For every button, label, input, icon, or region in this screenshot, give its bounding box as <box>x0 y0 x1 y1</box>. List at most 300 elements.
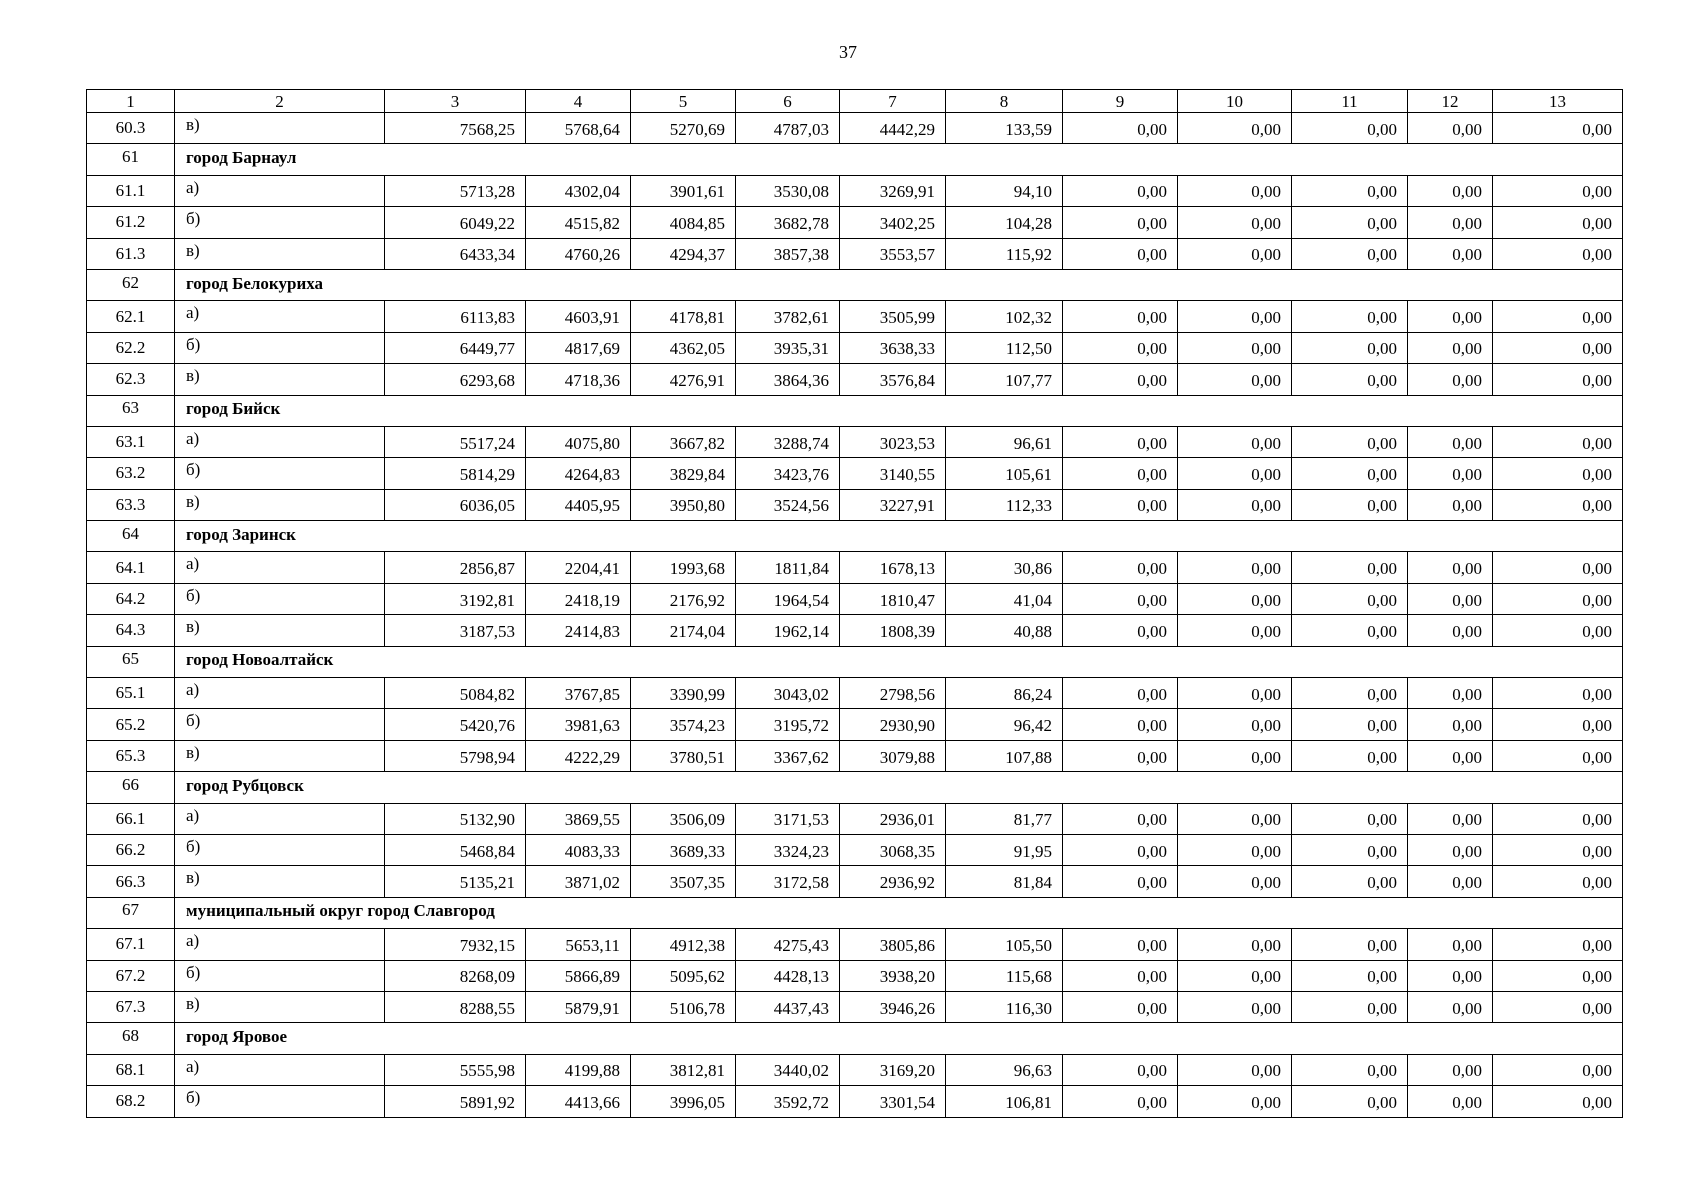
value-cell-col-9: 0,00 <box>1063 740 1178 771</box>
value-cell-col-4: 5879,91 <box>526 991 631 1022</box>
value-cell-col-12: 0,00 <box>1408 1054 1493 1085</box>
value-cell-col-5: 3780,51 <box>631 740 736 771</box>
value-cell-col-9: 0,00 <box>1063 489 1178 520</box>
row-number: 68.1 <box>87 1054 175 1085</box>
value-cell-col-13: 0,00 <box>1493 207 1623 238</box>
value-cell-col-12: 0,00 <box>1408 113 1493 144</box>
group-heading-row <box>87 646 1623 677</box>
value-cell-col-8: 30,86 <box>946 552 1063 583</box>
row-number: 65 <box>87 646 175 677</box>
value-cell-col-13: 0,00 <box>1493 834 1623 865</box>
value-cell-col-11: 0,00 <box>1292 929 1408 960</box>
value-cell-col-9: 0,00 <box>1063 238 1178 269</box>
value-cell-col-12: 0,00 <box>1408 552 1493 583</box>
column-header-3: 3 <box>385 90 526 113</box>
table-row <box>87 678 1623 709</box>
row-label: б) <box>175 834 385 865</box>
value-cell-col-4: 4515,82 <box>526 207 631 238</box>
value-cell-col-13: 0,00 <box>1493 583 1623 614</box>
table-row <box>87 489 1623 520</box>
value-cell-col-12: 0,00 <box>1408 709 1493 740</box>
value-cell-col-13: 0,00 <box>1493 1054 1623 1085</box>
value-cell-col-3: 5814,29 <box>385 458 526 489</box>
value-cell-col-7: 1678,13 <box>840 552 946 583</box>
row-label: а) <box>175 552 385 583</box>
value-cell-col-5: 3950,80 <box>631 489 736 520</box>
value-cell-col-7: 3805,86 <box>840 929 946 960</box>
row-number: 66.1 <box>87 803 175 834</box>
value-cell-col-4: 4264,83 <box>526 458 631 489</box>
column-header-13: 13 <box>1493 90 1623 113</box>
value-cell-col-4: 2414,83 <box>526 615 631 646</box>
group-title: муниципальный округ город Славгород <box>175 897 1623 928</box>
row-label: а) <box>175 426 385 457</box>
group-title: город Рубцовск <box>175 772 1623 803</box>
column-header-12: 12 <box>1408 90 1493 113</box>
value-cell-col-7: 3938,20 <box>840 960 946 991</box>
value-cell-col-13: 0,00 <box>1493 866 1623 897</box>
table-row <box>87 364 1623 395</box>
value-cell-col-9: 0,00 <box>1063 207 1178 238</box>
value-cell-col-9: 0,00 <box>1063 834 1178 865</box>
value-cell-col-6: 3367,62 <box>736 740 840 771</box>
table-row <box>87 991 1623 1022</box>
value-cell-col-9: 0,00 <box>1063 364 1178 395</box>
value-cell-col-11: 0,00 <box>1292 740 1408 771</box>
value-cell-col-12: 0,00 <box>1408 458 1493 489</box>
value-cell-col-6: 3857,38 <box>736 238 840 269</box>
row-label: а) <box>175 301 385 332</box>
value-cell-col-13: 0,00 <box>1493 426 1623 457</box>
value-cell-col-13: 0,00 <box>1493 615 1623 646</box>
row-number: 61.1 <box>87 175 175 206</box>
value-cell-col-6: 3423,76 <box>736 458 840 489</box>
table-row <box>87 426 1623 457</box>
value-cell-col-3: 5084,82 <box>385 678 526 709</box>
row-number: 67.1 <box>87 929 175 960</box>
table-row <box>87 834 1623 865</box>
value-cell-col-8: 96,61 <box>946 426 1063 457</box>
value-cell-col-3: 6433,34 <box>385 238 526 269</box>
value-cell-col-4: 4760,26 <box>526 238 631 269</box>
value-cell-col-12: 0,00 <box>1408 175 1493 206</box>
row-number: 65.3 <box>87 740 175 771</box>
row-number: 64.1 <box>87 552 175 583</box>
value-cell-col-12: 0,00 <box>1408 207 1493 238</box>
value-cell-col-4: 5866,89 <box>526 960 631 991</box>
group-heading-row <box>87 772 1623 803</box>
value-cell-col-12: 0,00 <box>1408 960 1493 991</box>
value-cell-col-3: 8288,55 <box>385 991 526 1022</box>
value-cell-col-13: 0,00 <box>1493 1086 1623 1117</box>
value-cell-col-4: 4413,66 <box>526 1086 631 1117</box>
value-cell-col-11: 0,00 <box>1292 552 1408 583</box>
value-cell-col-7: 3140,55 <box>840 458 946 489</box>
value-cell-col-11: 0,00 <box>1292 803 1408 834</box>
value-cell-col-4: 4603,91 <box>526 301 631 332</box>
value-cell-col-12: 0,00 <box>1408 991 1493 1022</box>
row-number: 64.2 <box>87 583 175 614</box>
table-row <box>87 1054 1623 1085</box>
value-cell-col-12: 0,00 <box>1408 301 1493 332</box>
row-label: а) <box>175 929 385 960</box>
value-cell-col-7: 3227,91 <box>840 489 946 520</box>
column-header-7: 7 <box>840 90 946 113</box>
value-cell-col-6: 3324,23 <box>736 834 840 865</box>
row-number: 62.2 <box>87 332 175 363</box>
value-cell-col-3: 5468,84 <box>385 834 526 865</box>
row-number: 61 <box>87 144 175 175</box>
value-cell-col-9: 0,00 <box>1063 615 1178 646</box>
value-cell-col-4: 3871,02 <box>526 866 631 897</box>
value-cell-col-5: 2174,04 <box>631 615 736 646</box>
value-cell-col-9: 0,00 <box>1063 991 1178 1022</box>
value-cell-col-9: 0,00 <box>1063 709 1178 740</box>
value-cell-col-13: 0,00 <box>1493 332 1623 363</box>
value-cell-col-7: 3946,26 <box>840 991 946 1022</box>
value-cell-col-6: 3172,58 <box>736 866 840 897</box>
table-header <box>87 90 1623 113</box>
column-header-10: 10 <box>1178 90 1292 113</box>
value-cell-col-12: 0,00 <box>1408 740 1493 771</box>
value-cell-col-6: 3864,36 <box>736 364 840 395</box>
row-label: в) <box>175 364 385 395</box>
value-cell-col-3: 5517,24 <box>385 426 526 457</box>
value-cell-col-11: 0,00 <box>1292 1086 1408 1117</box>
value-cell-col-12: 0,00 <box>1408 426 1493 457</box>
value-cell-col-7: 3301,54 <box>840 1086 946 1117</box>
value-cell-col-3: 3187,53 <box>385 615 526 646</box>
row-label: в) <box>175 489 385 520</box>
value-cell-col-12: 0,00 <box>1408 583 1493 614</box>
value-cell-col-8: 112,33 <box>946 489 1063 520</box>
row-number: 65.2 <box>87 709 175 740</box>
row-number: 66.3 <box>87 866 175 897</box>
table-row <box>87 929 1623 960</box>
value-cell-col-4: 5768,64 <box>526 113 631 144</box>
value-cell-col-8: 133,59 <box>946 113 1063 144</box>
value-cell-col-9: 0,00 <box>1063 583 1178 614</box>
value-cell-col-3: 2856,87 <box>385 552 526 583</box>
value-cell-col-10: 0,00 <box>1178 489 1292 520</box>
value-cell-col-5: 4276,91 <box>631 364 736 395</box>
group-title: город Барнаул <box>175 144 1623 175</box>
value-cell-col-6: 3288,74 <box>736 426 840 457</box>
row-number: 63.2 <box>87 458 175 489</box>
value-cell-col-7: 2936,01 <box>840 803 946 834</box>
row-number: 61.3 <box>87 238 175 269</box>
value-cell-col-11: 0,00 <box>1292 489 1408 520</box>
value-cell-col-5: 4362,05 <box>631 332 736 363</box>
table-row <box>87 552 1623 583</box>
value-cell-col-12: 0,00 <box>1408 1086 1493 1117</box>
value-cell-col-6: 3195,72 <box>736 709 840 740</box>
value-cell-col-4: 3869,55 <box>526 803 631 834</box>
value-cell-col-11: 0,00 <box>1292 332 1408 363</box>
value-cell-col-13: 0,00 <box>1493 238 1623 269</box>
value-cell-col-9: 0,00 <box>1063 960 1178 991</box>
value-cell-col-13: 0,00 <box>1493 678 1623 709</box>
row-number: 63.3 <box>87 489 175 520</box>
value-cell-col-10: 0,00 <box>1178 991 1292 1022</box>
group-title: город Новоалтайск <box>175 646 1623 677</box>
value-cell-col-12: 0,00 <box>1408 678 1493 709</box>
value-cell-col-11: 0,00 <box>1292 991 1408 1022</box>
value-cell-col-3: 5798,94 <box>385 740 526 771</box>
row-label: а) <box>175 175 385 206</box>
row-label: в) <box>175 615 385 646</box>
value-cell-col-7: 4442,29 <box>840 113 946 144</box>
value-cell-col-8: 107,77 <box>946 364 1063 395</box>
value-cell-col-10: 0,00 <box>1178 709 1292 740</box>
value-cell-col-12: 0,00 <box>1408 332 1493 363</box>
column-header-2: 2 <box>175 90 385 113</box>
value-cell-col-4: 5653,11 <box>526 929 631 960</box>
column-header-8: 8 <box>946 90 1063 113</box>
row-number: 62.3 <box>87 364 175 395</box>
value-cell-col-11: 0,00 <box>1292 458 1408 489</box>
value-cell-col-6: 3935,31 <box>736 332 840 363</box>
table-row <box>87 615 1623 646</box>
row-label: а) <box>175 803 385 834</box>
group-heading-row <box>87 395 1623 426</box>
value-cell-col-13: 0,00 <box>1493 175 1623 206</box>
value-cell-col-7: 3079,88 <box>840 740 946 771</box>
row-number: 63.1 <box>87 426 175 457</box>
value-cell-col-3: 5135,21 <box>385 866 526 897</box>
value-cell-col-6: 1962,14 <box>736 615 840 646</box>
value-cell-col-8: 107,88 <box>946 740 1063 771</box>
value-cell-col-11: 0,00 <box>1292 615 1408 646</box>
value-cell-col-10: 0,00 <box>1178 740 1292 771</box>
value-cell-col-6: 3440,02 <box>736 1054 840 1085</box>
column-header-11: 11 <box>1292 90 1408 113</box>
value-cell-col-8: 91,95 <box>946 834 1063 865</box>
value-cell-col-11: 0,00 <box>1292 678 1408 709</box>
value-cell-col-6: 4428,13 <box>736 960 840 991</box>
value-cell-col-4: 3981,63 <box>526 709 631 740</box>
value-cell-col-4: 2418,19 <box>526 583 631 614</box>
value-cell-col-8: 105,50 <box>946 929 1063 960</box>
row-number: 67 <box>87 897 175 928</box>
value-cell-col-3: 6449,77 <box>385 332 526 363</box>
value-cell-col-8: 81,77 <box>946 803 1063 834</box>
value-cell-col-4: 3767,85 <box>526 678 631 709</box>
group-title: город Белокуриха <box>175 269 1623 300</box>
column-header-4: 4 <box>526 90 631 113</box>
value-cell-col-3: 6036,05 <box>385 489 526 520</box>
value-cell-col-9: 0,00 <box>1063 301 1178 332</box>
value-cell-col-6: 3524,56 <box>736 489 840 520</box>
row-number: 66 <box>87 772 175 803</box>
group-heading-row <box>87 897 1623 928</box>
value-cell-col-8: 105,61 <box>946 458 1063 489</box>
row-label: в) <box>175 866 385 897</box>
group-title: город Бийск <box>175 395 1623 426</box>
value-cell-col-5: 4912,38 <box>631 929 736 960</box>
table-row <box>87 207 1623 238</box>
value-cell-col-12: 0,00 <box>1408 866 1493 897</box>
table-row <box>87 1086 1623 1117</box>
table-row <box>87 583 1623 614</box>
value-cell-col-9: 0,00 <box>1063 332 1178 363</box>
row-number: 67.2 <box>87 960 175 991</box>
value-cell-col-6: 1964,54 <box>736 583 840 614</box>
value-cell-col-7: 3402,25 <box>840 207 946 238</box>
value-cell-col-5: 5095,62 <box>631 960 736 991</box>
value-cell-col-13: 0,00 <box>1493 740 1623 771</box>
value-cell-col-9: 0,00 <box>1063 552 1178 583</box>
value-cell-col-3: 5132,90 <box>385 803 526 834</box>
value-cell-col-5: 4084,85 <box>631 207 736 238</box>
value-cell-col-6: 3782,61 <box>736 301 840 332</box>
row-label: в) <box>175 238 385 269</box>
value-cell-col-6: 4275,43 <box>736 929 840 960</box>
value-cell-col-10: 0,00 <box>1178 929 1292 960</box>
row-number: 60.3 <box>87 113 175 144</box>
value-cell-col-13: 0,00 <box>1493 960 1623 991</box>
row-number: 61.2 <box>87 207 175 238</box>
value-cell-col-4: 4083,33 <box>526 834 631 865</box>
table-row <box>87 113 1623 144</box>
header-row <box>87 90 1623 113</box>
value-cell-col-10: 0,00 <box>1178 678 1292 709</box>
value-cell-col-4: 4718,36 <box>526 364 631 395</box>
value-cell-col-8: 116,30 <box>946 991 1063 1022</box>
column-header-5: 5 <box>631 90 736 113</box>
row-label: б) <box>175 1086 385 1117</box>
value-cell-col-11: 0,00 <box>1292 834 1408 865</box>
column-header-9: 9 <box>1063 90 1178 113</box>
value-cell-col-7: 3068,35 <box>840 834 946 865</box>
value-cell-col-7: 3638,33 <box>840 332 946 363</box>
value-cell-col-6: 3171,53 <box>736 803 840 834</box>
value-cell-col-7: 2930,90 <box>840 709 946 740</box>
value-cell-col-8: 96,63 <box>946 1054 1063 1085</box>
value-cell-col-3: 5891,92 <box>385 1086 526 1117</box>
value-cell-col-8: 104,28 <box>946 207 1063 238</box>
value-cell-col-12: 0,00 <box>1408 489 1493 520</box>
value-cell-col-8: 102,32 <box>946 301 1063 332</box>
value-cell-col-8: 106,81 <box>946 1086 1063 1117</box>
value-cell-col-10: 0,00 <box>1178 458 1292 489</box>
value-cell-col-7: 3269,91 <box>840 175 946 206</box>
value-cell-col-10: 0,00 <box>1178 1086 1292 1117</box>
row-label: б) <box>175 960 385 991</box>
table-row <box>87 803 1623 834</box>
value-cell-col-13: 0,00 <box>1493 113 1623 144</box>
group-title: город Заринск <box>175 521 1623 552</box>
table-row <box>87 866 1623 897</box>
value-cell-col-6: 3530,08 <box>736 175 840 206</box>
value-cell-col-5: 4294,37 <box>631 238 736 269</box>
value-cell-col-9: 0,00 <box>1063 1054 1178 1085</box>
value-cell-col-6: 3682,78 <box>736 207 840 238</box>
value-cell-col-6: 1811,84 <box>736 552 840 583</box>
value-cell-col-12: 0,00 <box>1408 834 1493 865</box>
value-cell-col-12: 0,00 <box>1408 615 1493 646</box>
value-cell-col-13: 0,00 <box>1493 489 1623 520</box>
value-cell-col-7: 3553,57 <box>840 238 946 269</box>
value-cell-col-13: 0,00 <box>1493 709 1623 740</box>
table-row <box>87 175 1623 206</box>
value-cell-col-7: 3023,53 <box>840 426 946 457</box>
value-cell-col-3: 5713,28 <box>385 175 526 206</box>
value-cell-col-11: 0,00 <box>1292 709 1408 740</box>
table-row <box>87 740 1623 771</box>
value-cell-col-3: 8268,09 <box>385 960 526 991</box>
value-cell-col-9: 0,00 <box>1063 678 1178 709</box>
value-cell-col-5: 3829,84 <box>631 458 736 489</box>
value-cell-col-3: 5555,98 <box>385 1054 526 1085</box>
value-cell-col-10: 0,00 <box>1178 301 1292 332</box>
group-heading-row <box>87 269 1623 300</box>
value-cell-col-7: 3576,84 <box>840 364 946 395</box>
value-cell-col-3: 6113,83 <box>385 301 526 332</box>
value-cell-col-4: 4302,04 <box>526 175 631 206</box>
value-cell-col-8: 86,24 <box>946 678 1063 709</box>
value-cell-col-4: 4075,80 <box>526 426 631 457</box>
value-cell-col-11: 0,00 <box>1292 960 1408 991</box>
value-cell-col-9: 0,00 <box>1063 803 1178 834</box>
value-cell-col-5: 2176,92 <box>631 583 736 614</box>
value-cell-col-5: 3574,23 <box>631 709 736 740</box>
value-cell-col-7: 1808,39 <box>840 615 946 646</box>
value-cell-col-4: 2204,41 <box>526 552 631 583</box>
row-number: 64.3 <box>87 615 175 646</box>
value-cell-col-8: 41,04 <box>946 583 1063 614</box>
row-number: 62 <box>87 269 175 300</box>
value-cell-col-11: 0,00 <box>1292 866 1408 897</box>
value-cell-col-12: 0,00 <box>1408 803 1493 834</box>
group-heading-row <box>87 521 1623 552</box>
value-cell-col-10: 0,00 <box>1178 583 1292 614</box>
value-cell-col-6: 4437,43 <box>736 991 840 1022</box>
value-cell-col-5: 3901,61 <box>631 175 736 206</box>
value-cell-col-5: 3506,09 <box>631 803 736 834</box>
value-cell-col-5: 3812,81 <box>631 1054 736 1085</box>
value-cell-col-12: 0,00 <box>1408 929 1493 960</box>
row-number: 62.1 <box>87 301 175 332</box>
value-cell-col-4: 4199,88 <box>526 1054 631 1085</box>
row-number: 68.2 <box>87 1086 175 1117</box>
value-cell-col-10: 0,00 <box>1178 615 1292 646</box>
value-cell-col-8: 94,10 <box>946 175 1063 206</box>
table-row <box>87 960 1623 991</box>
value-cell-col-5: 4178,81 <box>631 301 736 332</box>
value-cell-col-12: 0,00 <box>1408 364 1493 395</box>
value-cell-col-3: 5420,76 <box>385 709 526 740</box>
value-cell-col-10: 0,00 <box>1178 113 1292 144</box>
value-cell-col-3: 3192,81 <box>385 583 526 614</box>
row-label: б) <box>175 207 385 238</box>
group-title: город Яровое <box>175 1023 1623 1054</box>
row-number: 66.2 <box>87 834 175 865</box>
row-label: а) <box>175 678 385 709</box>
value-cell-col-5: 3390,99 <box>631 678 736 709</box>
value-cell-col-6: 3043,02 <box>736 678 840 709</box>
value-cell-col-10: 0,00 <box>1178 866 1292 897</box>
value-cell-col-8: 112,50 <box>946 332 1063 363</box>
value-cell-col-5: 5270,69 <box>631 113 736 144</box>
value-cell-col-9: 0,00 <box>1063 929 1178 960</box>
value-cell-col-13: 0,00 <box>1493 301 1623 332</box>
value-cell-col-10: 0,00 <box>1178 238 1292 269</box>
value-cell-col-8: 40,88 <box>946 615 1063 646</box>
value-cell-col-10: 0,00 <box>1178 207 1292 238</box>
value-cell-col-6: 3592,72 <box>736 1086 840 1117</box>
value-cell-col-13: 0,00 <box>1493 991 1623 1022</box>
